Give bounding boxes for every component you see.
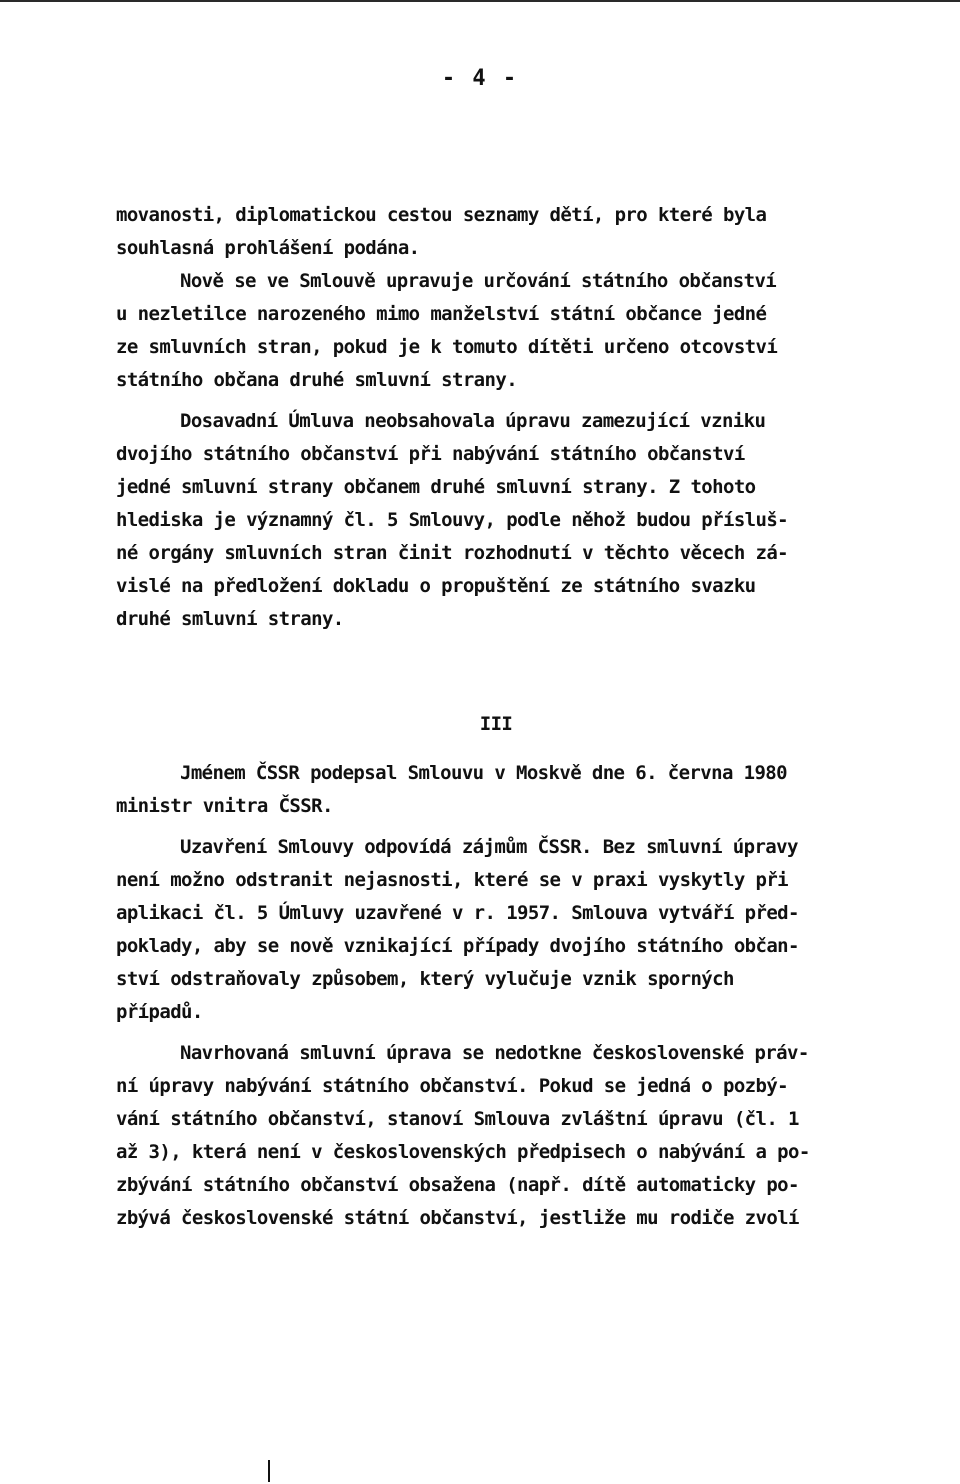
- text-line: zbývá československé státní občanství, jestliže mu rodiče zvolí: [116, 1207, 799, 1229]
- text-line: ní úpravy nabývání státního občanství. Pokud se jedná o pozbý-: [116, 1075, 789, 1097]
- text-line: Jménem ČSSR podepsal Smlouvu v Moskvě dne 6. června 1980: [180, 762, 787, 784]
- paragraph-5: [116, 831, 946, 1029]
- text-line: ministr vnitra ČSSR.: [116, 795, 333, 817]
- text-line: dvojího státního občanství při nabývání státního občanství: [116, 443, 745, 465]
- text-line: vání státního občanství, stanoví Smlouva zvláštní úpravu (čl. 1: [116, 1108, 799, 1130]
- document-body: [116, 199, 946, 1235]
- text-line: Uzavření Smlouvy odpovídá zájmům ČSSR. Bez smluvní úpravy: [180, 836, 798, 858]
- text-line: né orgány smluvních stran činit rozhodnutí v těchto věcech zá-: [116, 542, 789, 564]
- text-line: poklady, aby se nově vznikající případy dvojího státního občan-: [116, 935, 799, 957]
- continuation-mark: [268, 1460, 270, 1482]
- text-line: u nezletilce narozeného mimo manželství státní občance jedné: [116, 303, 767, 325]
- text-line: druhé smluvní strany.: [116, 608, 344, 630]
- text-line: Dosavadní Úmluva neobsahovala úpravu zamezující vzniku: [180, 410, 766, 432]
- text-line: není možno odstranit nejasnosti, které se v praxi vyskytly při: [116, 869, 789, 891]
- text-line: ze smluvních stran, pokud je k tomuto dítěti určeno otcovství: [116, 336, 778, 358]
- text-line: souhlasná prohlášení podána.: [116, 237, 420, 259]
- paragraph-2: [116, 265, 946, 397]
- paragraph-1: [116, 199, 946, 265]
- text-line: hlediska je významný čl. 5 Smlouvy, podle něhož budou přísluš-: [116, 509, 789, 531]
- page-top-rule: [0, 0, 960, 2]
- text-line: až 3), která není v československých předpisech o nabývání a po-: [116, 1141, 810, 1163]
- paragraph-6: [116, 1037, 946, 1235]
- text-line: Navrhovaná smluvní úprava se nedotkne československé práv-: [180, 1042, 809, 1064]
- text-line: Nově se ve Smlouvě upravuje určování státního občanství: [180, 270, 777, 292]
- page-number: - 4 -: [441, 66, 519, 91]
- text-line: jedné smluvní strany občanem druhé smluvní strany. Z tohoto: [116, 476, 756, 498]
- text-line: vislé na předložení dokladu o propuštění ze státního svazku: [116, 575, 756, 597]
- text-line: případů.: [116, 1001, 203, 1023]
- text-line: movanosti, diplomatickou cestou seznamy dětí, pro které byla: [116, 204, 767, 226]
- text-line: aplikaci čl. 5 Úmluvy uzavřené v r. 1957. Smlouva vytváří před-: [116, 902, 799, 924]
- text-line: státního občana druhé smluvní strany.: [116, 369, 518, 391]
- paragraph-3: [116, 405, 946, 636]
- text-line: zbývání státního občanství obsažena (např. dítě automaticky po-: [116, 1174, 799, 1196]
- text-line: ství odstraňovaly způsobem, který vylučuje vznik sporných: [116, 968, 734, 990]
- paragraph-4: [116, 757, 946, 823]
- section-heading: III: [479, 713, 513, 735]
